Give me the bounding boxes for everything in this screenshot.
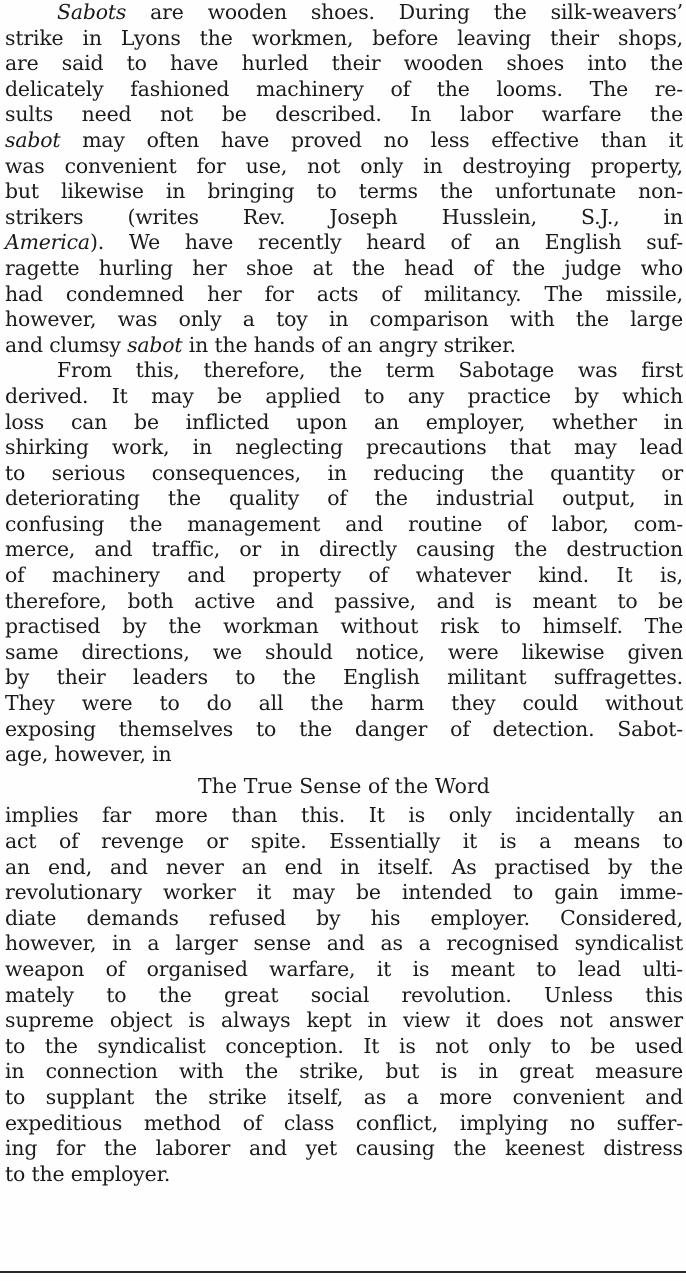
text-run: was convenient for use, not only in destroying property, (5, 153, 683, 178)
text-line (5, 691, 683, 717)
text-line (5, 537, 683, 563)
text-line (5, 128, 683, 154)
text-line (5, 665, 683, 691)
text-run: From this, therefore, the term Sabotage was first (57, 358, 683, 383)
text-line (5, 512, 683, 538)
text-run: therefore, both active and passive, and is meant to be (5, 588, 683, 613)
text-run: supreme object is always kept in view it does not answer (5, 1008, 683, 1033)
text-run: same directions, we should notice, were likewise given (5, 639, 683, 664)
text-run: revolutionary worker it may be intended to gain imme- (5, 880, 683, 905)
text-run: in the hands of an angry striker. (182, 332, 516, 357)
paragraph-2 (5, 358, 683, 768)
text-line (5, 1034, 683, 1060)
text-run: ). We have recently heard of an English suf- (89, 230, 683, 255)
paragraph-3 (5, 803, 683, 1187)
section-heading: The True Sense of the Word (198, 773, 490, 798)
text-run: diate demands refused by his employer. Considered, (5, 905, 683, 930)
text-line (5, 742, 683, 768)
text-run: They were to do all the harm they could without (5, 691, 683, 716)
text-line (5, 1008, 683, 1034)
text-line (5, 0, 683, 26)
text-run: however, in a larger sense and as a recognised syndicalist (5, 931, 683, 956)
text-run: strikers (writes Rev. Joseph Husslein, S.J., in (5, 204, 683, 229)
text-line (5, 563, 683, 589)
text-line (5, 829, 683, 855)
text-line (5, 803, 683, 829)
text-run: sults need not be described. In labor warfare the (5, 102, 683, 127)
text-line (5, 1136, 683, 1162)
text-run: strike in Lyons the workmen, before leaving their shops, (5, 25, 683, 50)
text-run: however, was only a toy in comparison with the large (5, 307, 683, 332)
text-line (5, 102, 683, 128)
text-run: shirking work, in neglecting precautions that may lead (5, 435, 683, 460)
text-line (5, 1111, 683, 1137)
text-line (5, 307, 683, 333)
text-run: act of revenge or spite. Essentially it is a means to (5, 829, 683, 853)
text-line (5, 1059, 683, 1085)
text-line (5, 179, 683, 205)
text-run: merce, and traffic, or in directly causing the destruction (5, 537, 683, 562)
text-line (5, 717, 683, 743)
text-run: to supplant the strike itself, as a more convenient and (5, 1084, 683, 1109)
text-line (5, 205, 683, 231)
text-line (5, 855, 683, 881)
text-run: by their leaders to the English militant suffragettes. (5, 665, 683, 690)
text-run: and clumsy (5, 332, 128, 357)
text-run: but likewise in bringing to terms the unfortunate non- (5, 179, 683, 204)
italic-run: America (5, 230, 90, 255)
text-line (5, 256, 683, 282)
text-run: to the syndicalist conception. It is not only to be used (5, 1033, 683, 1058)
text-line (5, 880, 683, 906)
text-run: of machinery and property of whatever kind. It is, (5, 563, 683, 588)
text-line (5, 51, 683, 77)
text-line (5, 1162, 683, 1188)
text-line (5, 230, 683, 256)
text-line (5, 589, 683, 615)
text-line (5, 410, 683, 436)
text-run: age, however, in (5, 742, 172, 767)
text-line (5, 384, 683, 410)
text-run: may often have proved no less effective than it (60, 127, 683, 152)
text-line (5, 957, 683, 983)
text-line (5, 1085, 683, 1111)
paragraph-1 (5, 0, 683, 358)
text-run: confusing the management and routine of labor, com- (5, 511, 683, 536)
text-line (5, 640, 683, 666)
text-run: delicately fashioned machinery of the looms. The re- (5, 76, 683, 101)
text-run: weapon of organised warfare, it is meant to lead ulti- (5, 956, 683, 981)
text-run: loss can be inflicted upon an employer, whether in (5, 409, 683, 434)
bottom-rule (0, 1271, 686, 1273)
text-line (5, 282, 683, 308)
text-line (5, 358, 683, 384)
text-run: an end, and never an end in itself. As practised by the (5, 854, 683, 879)
text-line (5, 931, 683, 957)
article-column (5, 0, 683, 1187)
text-run: implies far more than this. It is only incidentally an (5, 803, 683, 828)
text-run: are wooden shoes. During the silk-weavers’ (126, 0, 683, 24)
text-run: practised by the workman without risk to himself. The (5, 614, 683, 639)
text-run: deteriorating the quality of the industrial output, in (5, 486, 683, 511)
text-run: exposing themselves to the danger of detection. Sabot- (5, 716, 683, 741)
text-line (5, 333, 683, 359)
italic-run: sabot (5, 127, 61, 152)
text-run: ragette hurling her shoe at the head of the judge who (5, 255, 683, 280)
text-line (5, 461, 683, 487)
text-run: to the employer. (5, 1161, 171, 1186)
text-run: ing for the laborer and yet causing the keenest distress (5, 1136, 683, 1161)
text-line (5, 26, 683, 52)
text-run: in connection with the strike, but is in great measure (5, 1059, 683, 1084)
text-line (5, 77, 683, 103)
text-run: expeditious method of class conflict, implying no suffer- (5, 1110, 683, 1135)
text-line (5, 614, 683, 640)
text-run: had condemned her for acts of militancy. The missile, (5, 281, 683, 306)
italic-run: sabot (127, 332, 183, 357)
text-line (5, 486, 683, 512)
text-run: to serious consequences, in reducing the quantity or (5, 460, 683, 485)
text-run: derived. It may be applied to any practice by which (5, 383, 683, 408)
italic-run: Sabots (57, 0, 127, 24)
text-line (5, 983, 683, 1009)
text-line (5, 435, 683, 461)
text-line (5, 154, 683, 180)
text-run: are said to have hurled their wooden shoes into the (5, 51, 683, 76)
text-run: mately to the great social revolution. Unless this (5, 982, 683, 1007)
text-line (5, 906, 683, 932)
